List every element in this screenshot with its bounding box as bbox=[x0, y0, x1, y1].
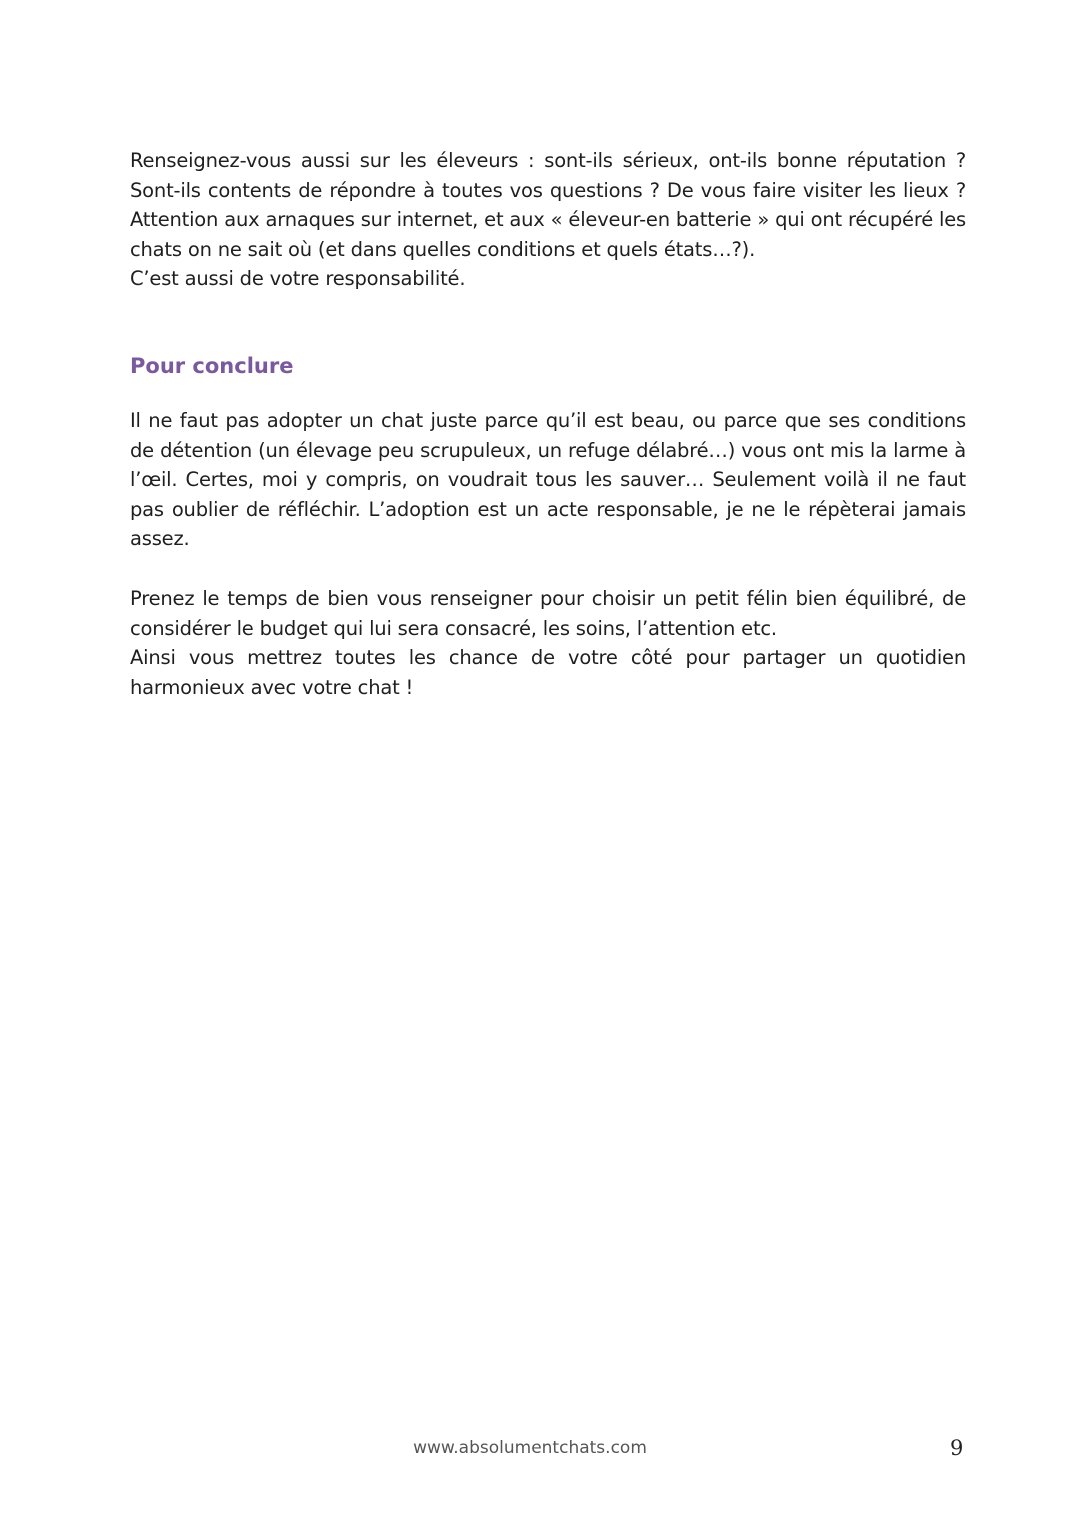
page-content bbox=[130, 146, 966, 699]
footer-website-url: www.absolumentchats.com bbox=[413, 1438, 647, 1458]
conclusion-block bbox=[130, 406, 966, 702]
section-heading: Pour conclure bbox=[130, 354, 294, 378]
conclusion-paragraph-2: Prenez le temps de bien vous renseigner pour choisir un petit félin bien équilibré, de considérer le budget qui lui sera consacré, les soins, l’attention etc. bbox=[130, 586, 966, 640]
page-number: 9 bbox=[950, 1436, 964, 1460]
conclusion-paragraph-1: Il ne faut pas adopter un chat juste parce qu’il est beau, ou parce que ses conditions de détention (un élevage peu scrupuleux, un refuge délabré…) vous ont mis la larme à l’œil. Certes, moi y compris, on voudrait tous les sauver… Seulement voilà il ne faut pas oublier de réfléchir. L’adoption est un acte responsable, je ne le répèterai jamais assez. bbox=[130, 409, 966, 551]
responsibility-line: C’est aussi de votre responsabilité. bbox=[130, 267, 466, 291]
breeder-advice-paragraph: Renseignez-vous aussi sur les éleveurs : sont-ils sérieux, ont-ils bonne réputation ? Sont-ils contents de répondre à toutes vos questions ? De vous faire visiter les lieux ? Attention aux arnaques sur internet, et aux « éleveur-en batterie » qui ont récupéré les chats on ne sait où (et dans quelles conditions et quels états…?). bbox=[130, 149, 966, 261]
conclusion-paragraph-3: Ainsi vous mettrez toutes les chance de votre côté pour partager un quotidien harmonieux avec votre chat ! bbox=[130, 646, 966, 699]
